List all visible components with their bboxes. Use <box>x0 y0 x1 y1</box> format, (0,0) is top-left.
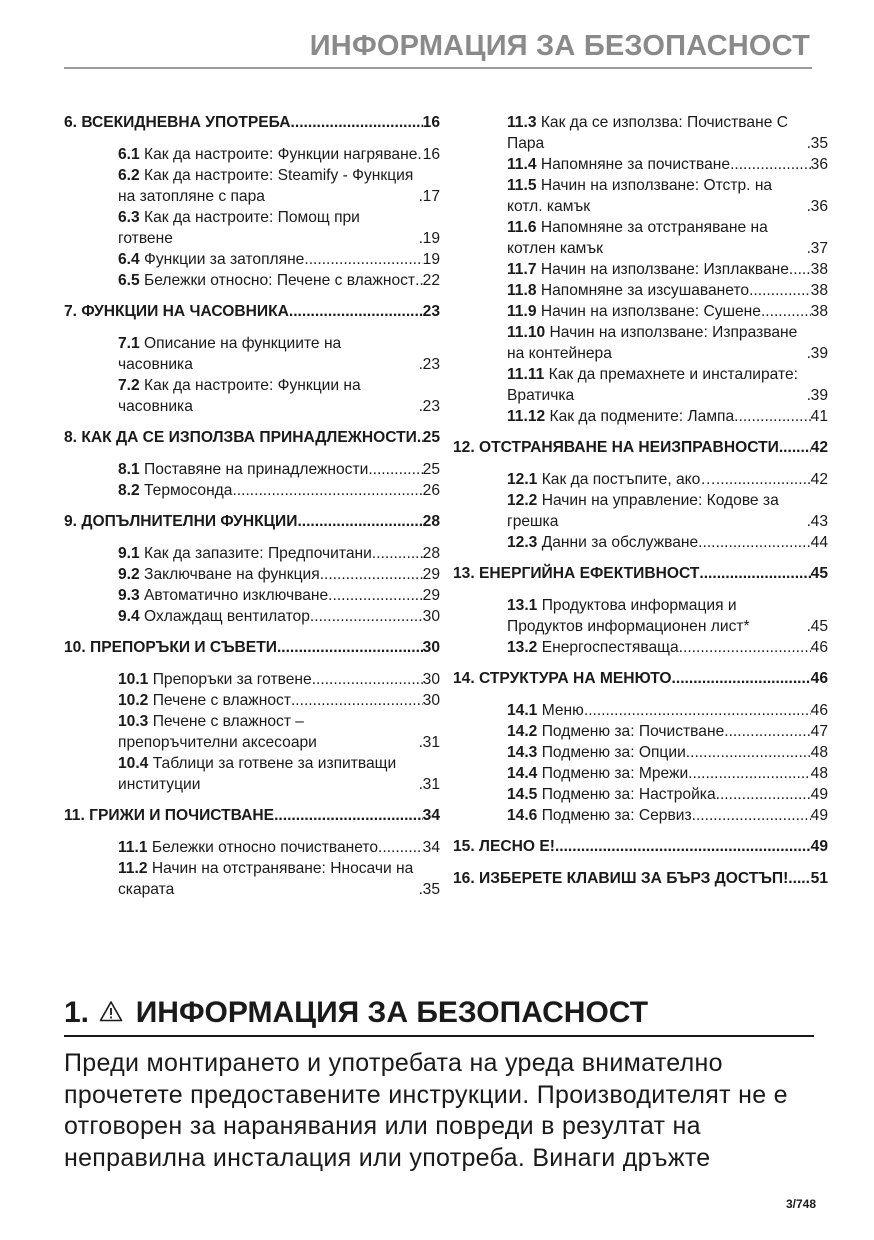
toc-subentry-number: 6.3 <box>118 209 140 226</box>
toc-page-number: 29 <box>422 566 440 583</box>
toc-subentry-number: 14.1 <box>507 702 538 719</box>
toc-subentry[interactable] <box>507 112 828 154</box>
toc-subentry-number: 10.1 <box>118 671 149 688</box>
toc-page-number: 34 <box>422 839 440 856</box>
toc-page-number: 25 <box>422 461 440 478</box>
toc-subentry-title: Как да премахнете и инсталирате: Вратичка <box>507 366 798 404</box>
dot-leader <box>686 742 811 763</box>
toc-subentry[interactable] <box>118 144 440 165</box>
toc-subentry-number: 11.9 <box>507 303 537 320</box>
toc-subentry-title: Енергоспестяваща <box>541 639 679 656</box>
toc-page-number: 48 <box>810 765 828 782</box>
toc-subentry-number: 11.4 <box>507 156 537 173</box>
toc-subentry-number: 7.1 <box>118 335 140 352</box>
toc-page-number: 49 <box>810 838 828 855</box>
toc-subentry-title: Начин на управление: Кодове за грешка <box>507 492 779 530</box>
toc-subentry[interactable] <box>507 637 828 658</box>
section-heading-rule <box>64 1035 814 1037</box>
toc-chapter-title: 15. ЛЕСНО Е! <box>453 838 555 855</box>
toc-page-number: 47 <box>810 723 828 740</box>
toc-page-number: 45 <box>810 565 828 582</box>
toc-page-number: 29 <box>422 587 440 604</box>
toc-chapter-entry[interactable] <box>453 437 828 458</box>
toc-page-number: 16 <box>422 146 440 163</box>
toc-subentry-title: Напомняне за почистване <box>540 156 731 173</box>
dot-leader <box>304 249 422 270</box>
toc-subentry-title: Подменю за: Опции <box>541 744 686 761</box>
toc-subentry-title: Препоръки за готвене <box>152 671 312 688</box>
toc-page-number: 30 <box>422 608 440 625</box>
toc-subentry-list <box>64 144 440 291</box>
dot-leader <box>788 868 810 889</box>
toc-subentry-title: Подменю за: Почистване <box>541 723 725 740</box>
toc-page-number: 38 <box>810 261 828 278</box>
toc-subentry[interactable] <box>118 753 440 795</box>
toc-subentry[interactable] <box>507 217 828 259</box>
toc-page-number: 43 <box>810 513 828 530</box>
toc-page-number: 23 <box>422 303 440 320</box>
toc-subentry[interactable] <box>507 469 828 490</box>
toc-chapter-entry[interactable] <box>64 805 440 826</box>
toc-subentry[interactable] <box>118 690 440 711</box>
toc-subentry-number: 12.1 <box>507 471 538 488</box>
toc-right-column <box>453 112 828 900</box>
toc-subentry-number: 9.4 <box>118 608 140 625</box>
toc-subentry-title: Автоматично изключване <box>144 587 329 604</box>
dot-leader <box>699 563 810 584</box>
section-title: ИНФОРМАЦИЯ ЗА БЕЗОПАСНОСТ <box>135 996 649 1029</box>
dot-leader <box>672 668 811 689</box>
toc-chapter-title: 12. ОТСТРАНЯВАНЕ НА НЕИЗПРАВНОСТИ <box>453 439 779 456</box>
toc-chapter-title: 11. ГРИЖИ И ПОЧИСТВАНЕ <box>64 807 275 824</box>
toc-subentry-title: Данни за обслужване <box>541 534 699 551</box>
toc-subentry[interactable] <box>507 154 828 175</box>
toc-subentry-number: 11.6 <box>507 219 537 236</box>
toc-subentry-number: 13.2 <box>507 639 538 656</box>
dot-leader <box>415 270 423 291</box>
toc-subentry-number: 14.2 <box>507 723 538 740</box>
toc-subentry-list <box>64 837 440 900</box>
toc-subentry[interactable] <box>507 721 828 742</box>
dot-leader <box>232 480 422 501</box>
toc-subentry-number: 14.6 <box>507 807 538 824</box>
dot-leader <box>749 280 811 301</box>
toc-page-number: 49 <box>810 807 828 824</box>
toc-subentry-number: 11.12 <box>507 408 546 425</box>
toc-subentry-list <box>453 595 828 658</box>
toc-subentry-title: Как да настроите: Функции нагряване <box>144 146 418 163</box>
toc-chapter-entry[interactable] <box>453 836 828 857</box>
toc-subentry[interactable] <box>507 259 828 280</box>
toc-subentry-title: Начин на използване: Сушене <box>540 303 761 320</box>
toc-subentry-number: 13.1 <box>507 597 538 614</box>
toc-page-number: 19 <box>422 230 440 247</box>
toc-chapter-title: 9. ДОПЪЛНИТЕЛНИ ФУНКЦИИ <box>64 513 298 530</box>
toc-page-number: 23 <box>422 398 440 415</box>
toc-subentry[interactable] <box>118 585 440 606</box>
toc-chapter-title: 10. ПРЕПОРЪКИ И СЪВЕТИ <box>64 639 277 656</box>
dot-leader <box>679 637 811 658</box>
toc-subentry-number: 11.7 <box>507 261 537 278</box>
dot-leader <box>698 532 810 553</box>
dot-leader <box>716 469 811 490</box>
toc-subentry-number: 12.2 <box>507 492 538 509</box>
toc-subentry-title: Подменю за: Настройка <box>541 786 716 803</box>
toc-subentry-title: Начин на използване: Изплакване <box>540 261 789 278</box>
dot-leader <box>289 301 423 322</box>
toc-subentry[interactable] <box>118 711 440 753</box>
toc-subentry-number: 11.11 <box>507 366 545 383</box>
toc-chapter-entry[interactable] <box>453 868 828 889</box>
toc-subentry-number: 14.3 <box>507 744 538 761</box>
toc-page-number: 42 <box>810 471 828 488</box>
toc-page-number: 23 <box>422 356 440 373</box>
section-number: 1. <box>64 996 90 1029</box>
toc-subentry[interactable] <box>507 595 828 637</box>
toc-page-number: 28 <box>422 545 440 562</box>
toc-subentry-title: Как да настроите: Steamify - Функция на затопляне с пара <box>118 167 414 205</box>
toc-chapter-entry[interactable] <box>64 511 440 532</box>
toc-page-number: 46 <box>810 670 828 687</box>
toc-subentry[interactable] <box>118 543 440 564</box>
toc-page-number: 19 <box>422 251 440 268</box>
toc-page-number: 39 <box>810 387 828 404</box>
toc-subentry-list <box>453 112 828 427</box>
toc-subentry-number: 6.1 <box>118 146 140 163</box>
dot-leader <box>730 154 811 175</box>
toc-page-number: 39 <box>810 345 828 362</box>
toc-subentry[interactable] <box>118 480 440 501</box>
toc-subentry[interactable] <box>118 333 440 375</box>
toc-subentry-title: Напомняне за отстраняване на котлен камък <box>507 219 768 257</box>
toc-subentry-title: Таблици за готвене за изпитващи институции <box>118 755 397 793</box>
toc-subentry-list <box>453 469 828 553</box>
dot-leader <box>297 511 422 532</box>
toc-subentry-title: Как да настроите: Помощ при готвене <box>118 209 360 247</box>
dot-leader <box>692 805 811 826</box>
toc-chapter-entry[interactable] <box>64 637 440 658</box>
toc-subentry-title: Начин на използване: Изпразване на контейнера <box>507 324 798 362</box>
toc-page-number: 30 <box>422 692 440 709</box>
toc-left-column <box>64 112 440 910</box>
toc-page-number: 25 <box>422 429 440 446</box>
toc-page-number: 31 <box>422 734 440 751</box>
dot-leader <box>291 690 423 711</box>
toc-subentry[interactable] <box>118 564 440 585</box>
toc-subentry-list <box>453 700 828 826</box>
dot-leader <box>320 564 423 585</box>
toc-subentry-number: 9.2 <box>118 566 140 583</box>
toc-chapter-title: 13. ЕНЕРГИЙНА ЕФЕКТИВНОСТ <box>453 565 700 582</box>
toc-page-number: 38 <box>810 282 828 299</box>
toc-subentry-title: Продуктова информация и Продуктов информационен лист* <box>507 597 750 635</box>
section-body-text: Преди монтирането и употребата на уреда внимателно прочетете предоставените инструкции. Производителят не е отговорен за наранявания или повреди в резултат на неправилна инсталация или употреба. Винаги дръжте <box>64 1049 788 1172</box>
dot-leader <box>734 406 810 427</box>
toc-chapter-entry[interactable] <box>64 112 440 133</box>
toc-subentry[interactable] <box>507 763 828 784</box>
toc-subentry-number: 10.4 <box>118 755 149 772</box>
toc-subentry-title: Меню <box>541 702 584 719</box>
toc-subentry[interactable] <box>507 490 828 532</box>
toc-subentry[interactable] <box>507 700 828 721</box>
toc-subentry-number: 6.2 <box>118 167 140 184</box>
toc-subentry[interactable] <box>118 249 440 270</box>
toc-subentry-title: Подменю за: Сервиз <box>541 807 692 824</box>
toc-page-number: 28 <box>422 513 440 530</box>
toc-page-number: 49 <box>810 786 828 803</box>
toc-subentry[interactable] <box>118 858 440 900</box>
toc-subentry[interactable] <box>118 165 440 207</box>
dot-leader <box>789 259 811 280</box>
toc-page-number: 26 <box>422 482 440 499</box>
toc-subentry-list <box>64 669 440 795</box>
toc-page-number: 17 <box>422 188 440 205</box>
toc-chapter-title: 7. ФУНКЦИИ НА ЧАСОВНИКА <box>64 303 289 320</box>
toc-subentry-number: 7.2 <box>118 377 140 394</box>
toc-subentry[interactable] <box>507 742 828 763</box>
toc-subentry[interactable] <box>118 375 440 417</box>
toc-subentry-title: Охлаждащ вентилатор <box>144 608 310 625</box>
toc-subentry-title: Подменю за: Мрежи <box>541 765 689 782</box>
toc-subentry[interactable] <box>507 406 828 427</box>
toc-page-number: 36 <box>810 156 828 173</box>
toc-subentry-number: 11.10 <box>507 324 546 341</box>
toc-subentry-title: Заключване на функция <box>144 566 320 583</box>
toc-subentry-number: 11.2 <box>118 860 148 877</box>
toc-subentry-number: 10.3 <box>118 713 149 730</box>
dot-leader <box>716 784 811 805</box>
toc-subentry[interactable] <box>118 270 440 291</box>
toc-subentry-title: Бележки относно почистването <box>151 839 379 856</box>
header-rule <box>64 67 812 69</box>
toc-chapter-entry[interactable] <box>453 563 828 584</box>
warning-triangle-icon <box>99 1000 123 1022</box>
dot-leader <box>761 301 811 322</box>
toc-subentry[interactable] <box>507 805 828 826</box>
toc-page-number: 35 <box>422 881 440 898</box>
toc-subentry[interactable] <box>507 322 828 364</box>
toc-subentry-list <box>64 459 440 501</box>
dot-leader <box>688 763 810 784</box>
toc-subentry-number: 14.4 <box>507 765 538 782</box>
toc-subentry-number: 10.2 <box>118 692 149 709</box>
dot-leader <box>291 112 423 133</box>
toc-subentry-number: 6.5 <box>118 272 140 289</box>
toc-subentry-list <box>64 543 440 627</box>
toc-page-number: 31 <box>422 776 440 793</box>
toc-subentry-title: Начин на отстраняване: Нносачи на скарата <box>118 860 414 898</box>
dot-leader <box>277 637 423 658</box>
dot-leader <box>328 585 422 606</box>
toc-page-number: 46 <box>810 639 828 656</box>
toc-subentry[interactable] <box>118 837 440 858</box>
toc-subentry[interactable] <box>507 175 828 217</box>
toc-subentry-title: Как да се използва: Почистване С Пара <box>507 114 788 152</box>
toc-subentry-title: Термосонда <box>144 482 233 499</box>
toc-chapter-title: 6. ВСЕКИДНЕВНА УПОТРЕБА <box>64 114 291 131</box>
toc-page-number: 51 <box>810 870 828 887</box>
toc-subentry-title: Функции за затопляне <box>144 251 305 268</box>
toc-chapter-title: 16. ИЗБЕРЕТЕ КЛАВИШ ЗА БЪРЗ ДОСТЪП! <box>453 870 789 887</box>
toc-subentry-number: 9.3 <box>118 587 140 604</box>
toc-subentry-number: 11.3 <box>507 114 537 131</box>
toc-subentry[interactable] <box>507 301 828 322</box>
toc-page-number: 45 <box>810 618 828 635</box>
toc-subentry-number: 9.1 <box>118 545 140 562</box>
toc-subentry[interactable] <box>118 207 440 249</box>
dot-leader <box>312 669 423 690</box>
toc-page-number: 34 <box>422 807 440 824</box>
toc-chapter-title: 14. СТРУКТУРА НА МЕНЮТО <box>453 670 672 687</box>
toc-chapter-title: 8. КАК ДА СЕ ИЗПОЛЗВА ПРИНАДЛЕЖНОСТИ <box>64 429 417 446</box>
dot-leader <box>274 805 423 826</box>
toc-subentry-title: Напомняне за изсушаването <box>540 282 750 299</box>
toc-subentry-number: 11.5 <box>507 177 537 194</box>
toc-chapter-entry[interactable] <box>453 668 828 689</box>
toc-page-number: 22 <box>422 272 440 289</box>
toc-page-number: 30 <box>422 671 440 688</box>
section-heading <box>64 996 814 1030</box>
dot-leader <box>584 700 811 721</box>
dot-leader <box>555 836 811 857</box>
toc-subentry-list <box>64 333 440 417</box>
toc-page-number: 36 <box>810 198 828 215</box>
running-header-title: ИНФОРМАЦИЯ ЗА БЕЗОПАСНОСТ <box>309 30 810 62</box>
dot-leader <box>368 459 422 480</box>
toc-subentry-title: Описание на функциите на часовника <box>118 335 342 373</box>
dot-leader <box>378 837 423 858</box>
toc-subentry[interactable] <box>507 784 828 805</box>
toc-subentry-title: Начин на използване: Отстр. на котл. камък <box>507 177 773 215</box>
dot-leader <box>310 606 423 627</box>
toc-chapter-entry[interactable] <box>64 427 440 448</box>
toc-chapter-entry[interactable] <box>64 301 440 322</box>
toc-page-number: 38 <box>810 303 828 320</box>
dot-leader <box>724 721 810 742</box>
page-number: 3/748 <box>785 1197 816 1211</box>
toc-subentry-title: Как да запазите: Предпочитани <box>144 545 372 562</box>
toc-page-number: 44 <box>810 534 828 551</box>
toc-subentry-title: Как да настроите: Функции на часовника <box>118 377 361 415</box>
toc-subentry[interactable] <box>118 669 440 690</box>
toc-page-number: 46 <box>810 702 828 719</box>
toc-subentry[interactable] <box>118 459 440 480</box>
toc-page-number: 30 <box>422 639 440 656</box>
toc-page-number: 42 <box>810 439 828 456</box>
toc-subentry[interactable] <box>507 364 828 406</box>
toc-subentry-number: 6.4 <box>118 251 140 268</box>
toc-page-number: 16 <box>422 114 440 131</box>
toc-subentry[interactable] <box>507 280 828 301</box>
toc-page-number: 41 <box>810 408 828 425</box>
toc-subentry-title: Как да подмените: Лампа <box>549 408 735 425</box>
toc-subentry[interactable] <box>118 606 440 627</box>
dot-leader <box>372 543 423 564</box>
toc-subentry[interactable] <box>507 532 828 553</box>
toc-subentry-title: Как да постъпите, ако… <box>541 471 716 488</box>
toc-subentry-number: 12.3 <box>507 534 538 551</box>
dot-leader <box>779 437 811 458</box>
toc-subentry-title: Печене с влажност <box>152 692 291 709</box>
toc-subentry-number: 11.1 <box>118 839 148 856</box>
toc-page-number: 35 <box>810 135 828 152</box>
toc-subentry-number: 8.2 <box>118 482 140 499</box>
toc-page-number: 48 <box>810 744 828 761</box>
toc-subentry-title: Бележки относно: Печене с влажност <box>144 272 416 289</box>
toc-subentry-title: Поставяне на принадлежности <box>144 461 369 478</box>
toc-subentry-number: 11.8 <box>507 282 537 299</box>
toc-page-number: 37 <box>810 240 828 257</box>
toc-subentry-number: 8.1 <box>118 461 140 478</box>
toc-subentry-number: 14.5 <box>507 786 538 803</box>
toc-subentry-title: Печене с влажност – препоръчителни аксесоари <box>118 713 317 751</box>
